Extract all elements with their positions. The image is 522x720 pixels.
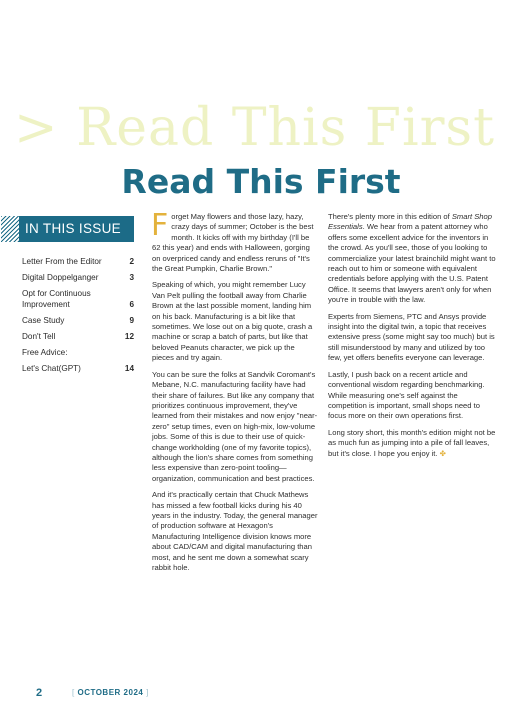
- toc-item-page: 9: [129, 316, 134, 325]
- background-title-watermark: > Read This First: [14, 98, 496, 158]
- drop-cap: F: [151, 208, 169, 243]
- article-paragraph: Experts from Siemens, PTC and Ansys provide insight into the digital twin, a topic that receives extensive press (some might say too much) but is still misunderstood by many and utilized by too few, yet offers benefits everyone can leverage.: [328, 311, 495, 363]
- toc-item-title: Let's Chat(GPT): [22, 364, 81, 373]
- toc-item-page: 3: [129, 273, 134, 282]
- toc-item-page: 12: [124, 332, 134, 341]
- toc-item[interactable]: [22, 315, 134, 326]
- hatch-decoration: [1, 216, 19, 242]
- toc-item[interactable]: [22, 288, 134, 310]
- toc-item-title: Digital Doppelganger: [22, 273, 99, 282]
- article-paragraph: [328, 428, 496, 459]
- paragraph-text: Long story short, this month's edition might not be as much fun as jumping into a pile of fall leaves, but it's close. I hope you enjoy it.: [328, 427, 496, 458]
- toc-item[interactable]: [22, 256, 134, 267]
- toc-item[interactable]: [22, 347, 134, 358]
- paragraph-text: There's plenty more in this edition of: [328, 212, 452, 221]
- toc-item[interactable]: [22, 331, 134, 342]
- article-paragraph: Lastly, I push back on a recent article and conventional wisdom regarding benchmarking. While measuring one's self against the competition is important, small shops need to focus more on their own operations first.: [328, 369, 485, 421]
- issue-date-text: OCTOBER 2024: [77, 688, 144, 697]
- in-this-issue-heading: IN THIS ISSUE: [25, 221, 121, 236]
- table-of-contents: [22, 256, 134, 374]
- page-number: 2: [36, 687, 43, 699]
- article-paragraph: Speaking of which, you might remember Lucy Van Pelt pulling the football away from Charlie Brown at the last possible moment, landing him on his back. Manufacturing is a bit like that sometimes. We lose out on a big quote, crash a machine or scrap a batch of parts, but like that beloved Peanuts character, we pick up the pieces and try again.: [152, 280, 313, 363]
- toc-item[interactable]: [22, 272, 134, 283]
- article-column-right: [328, 212, 496, 465]
- issue-date: [72, 688, 149, 697]
- toc-item-page: 6: [129, 300, 134, 309]
- article-paragraph: You can be sure the folks at Sandvik Coromant's Mebane, N.C. manufacturing facility have had their share of failures. But like any company that prioritizes continuous improvement, they've learned from their mistakes and now enjoy "near-zero" setup times, even on high-mix, low-volume jobs. Some of this is due to their use of quick-change workholding (one of my favorite topics), although the lion's share comes from something less expensive than zero-point tooling—organization, communication and best practices.: [152, 369, 318, 483]
- article-paragraph: And it's practically certain that Chuck Mathews has missed a few football kicks during his 40 years in the industry. Today, the general manager of production software at Hexagon's Manufacturing Intelligence division knows more about CAD/CAM and digital manufacturing than most, and he sent me down a somewhat scary rabbit hole.: [152, 490, 318, 572]
- bracket-open: [: [72, 688, 75, 697]
- article-paragraph: [328, 212, 496, 306]
- toc-item-title: Free Advice:: [22, 348, 68, 357]
- toc-item-page: 2: [129, 257, 134, 266]
- paragraph-text: . We hear from a patent attorney who offers some excellent advice for the inventors in the crowd. As you'll see, those of you looking to commercialize your latest brainchild might want to reach out to him or someone with equivalent credentials before applying with the U.S. Patent Office. It seems that lawyers aren't only for when you're in trouble with the law.: [328, 222, 496, 305]
- end-of-article-icon: ✤: [439, 448, 447, 458]
- toc-item[interactable]: [22, 363, 134, 374]
- bracket-close: ]: [146, 688, 149, 697]
- article-column-left: [151, 208, 318, 579]
- in-this-issue-sidebar: [22, 216, 134, 379]
- toc-item-title: Case Study: [22, 316, 65, 325]
- magazine-name: Smart Shop Essentials: [328, 212, 492, 232]
- toc-item-page: 14: [124, 364, 134, 373]
- toc-item-title: Don't Tell: [22, 332, 56, 341]
- page-title: Read This First: [121, 162, 401, 202]
- paragraph-text: orget May flowers and those lazy, hazy, crazy days of summer; October is the best month. It kicks off with my birthday (I'll be 62 this year) and ends with Halloween, gorging on overpriced candy and endless reruns of "It's the Great Pumpkin, Charlie Brown.": [152, 212, 314, 274]
- article-paragraph: [151, 208, 318, 274]
- toc-item-title: Letter From the Editor: [22, 257, 102, 266]
- toc-item-title: Opt for Continuous Improvement: [22, 289, 91, 309]
- in-this-issue-header: [19, 216, 134, 242]
